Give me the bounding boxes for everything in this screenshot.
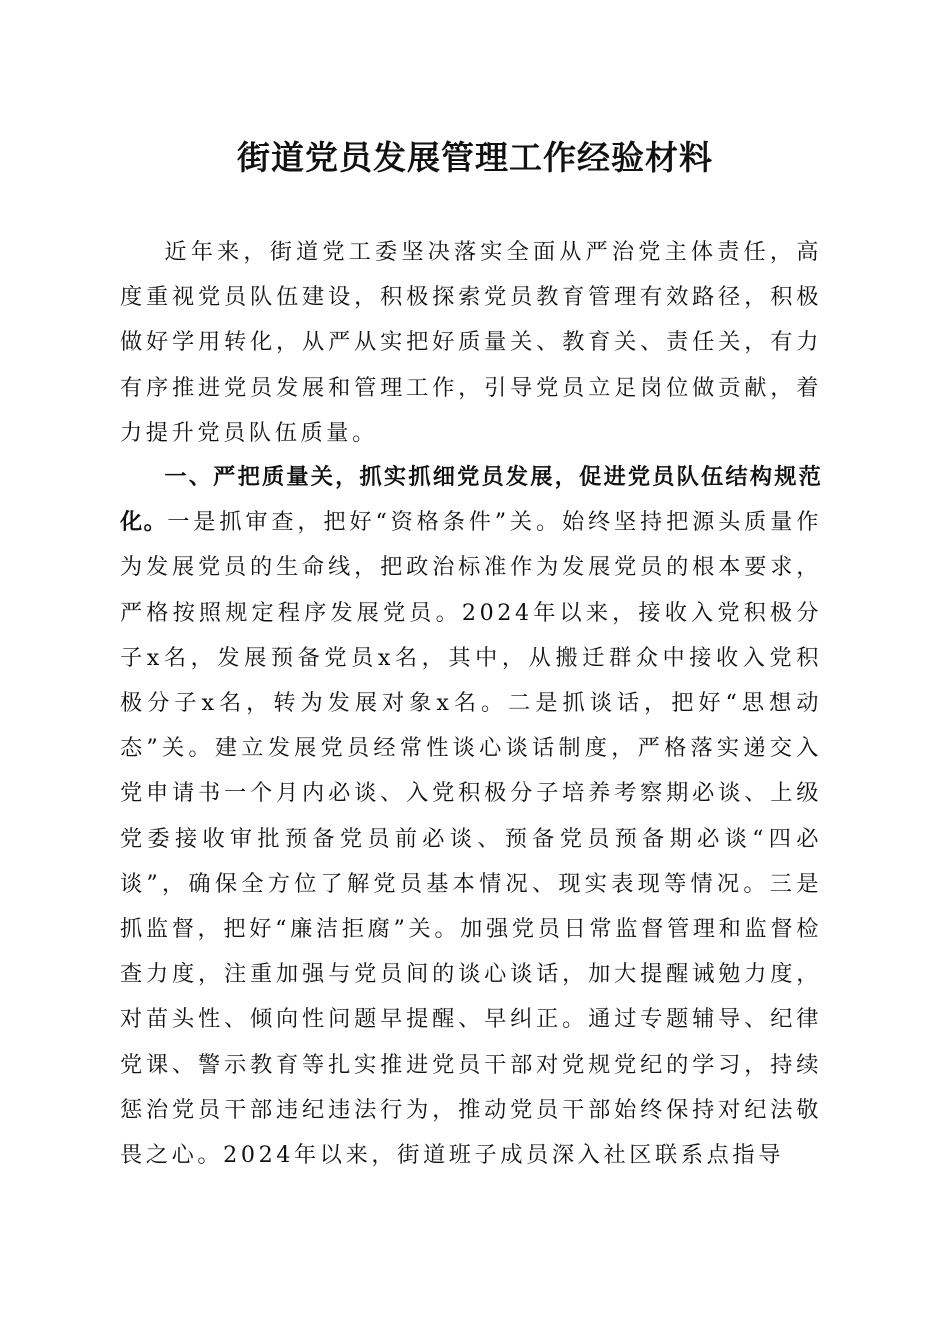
- intro-paragraph: 近年来，街道党工委坚决落实全面从严治党主体责任，高度重视党员队伍建设，积极探索党员教育管理有效路径，积极做好学用转化，从严从实把好质量关、教育关、责任关，有力有序推进党员发展和管理工作，引导党员立足岗位做贡献，着力提升党员队伍质量。: [120, 239, 822, 446]
- section-one-paragraph: [120, 455, 822, 1178]
- section-one-heading: 一、严把质量关，抓实抓细党员发展，促进党员队伍结构规范化。: [120, 464, 822, 536]
- document-title: 街道党员发展管理工作经验材料: [237, 138, 713, 177]
- section-one-body: 一是抓审查，把好“资格条件”关。始终坚持把源头质量作为发展党员的生命线，把政治标准作为发展党员的根本要求，严格按照规定程序发展党员。2024年以来，接收入党积极分子x名，发展预备党员x名，其中，从搬迁群众中接收入党积极分子x名，转为发展对象x名。二是抓谈话，把好“思想动态”关。建立发展党员经常性谈心谈话制度，严格落实递交入党申请书一个月内必谈、入党积极分子培养考察期必谈、上级党委接收审批预备党员前必谈、预备党员预备期必谈“四必谈”，确保全方位了解党员基本情况、现实表现等情况。三是抓监督，把好“廉洁拒腐”关。加强党员日常监督管理和监督检查力度，注重加强与党员间的谈心谈话，加大提醒诫勉力度，对苗头性、倾向性问题早提醒、早纠正。通过专题辅导、纪律党课、警示教育等扎实推进党员干部对党规党纪的学习，持续惩治党员干部违纪违法行为，推动党员干部始终保持对纪法敬畏之心。2024年以来，街道班子成员深入社区联系点指导: [120, 509, 822, 1169]
